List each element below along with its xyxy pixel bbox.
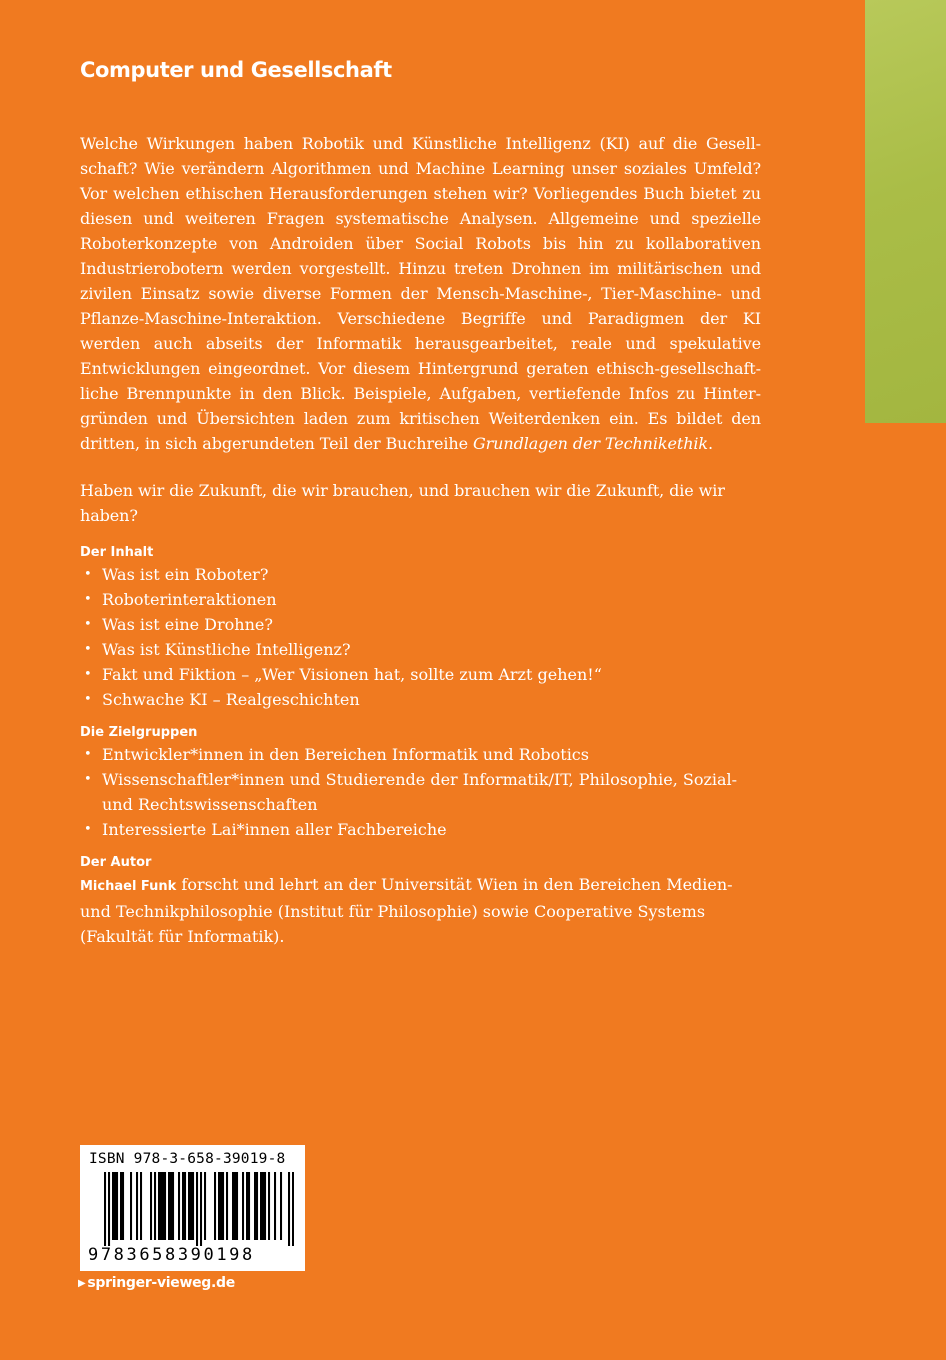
barcode-bar — [254, 1172, 256, 1240]
barcode-bar — [136, 1172, 138, 1240]
barcode-bar — [222, 1172, 224, 1240]
audience-list — [80, 742, 761, 842]
barcode-bar — [160, 1172, 162, 1240]
barcode-bar — [280, 1172, 282, 1240]
barcode-bar — [150, 1172, 152, 1240]
list-item: • Schwache KI – Realgeschichten — [80, 687, 761, 712]
barcode-bar — [204, 1172, 206, 1240]
barcode-bar — [232, 1172, 234, 1240]
barcode-bar — [236, 1172, 238, 1240]
barcode-bar — [220, 1172, 222, 1240]
barcode-bar — [292, 1172, 294, 1246]
barcode-bar — [108, 1172, 110, 1246]
barcode-bar — [218, 1172, 220, 1240]
list-item: • Roboterinteraktionen — [80, 587, 761, 612]
author-bio-text: forscht und lehrt an der Universität Wien in den Bereichen Medien- und Technikphilosophie (Institut für Philosophie) sowie Cooperative Systems (Fakultät für Informatik). — [80, 875, 733, 946]
barcode-bar — [130, 1172, 132, 1240]
barcode-bar — [114, 1172, 116, 1240]
barcode-bar — [248, 1172, 250, 1240]
barcode-bar — [154, 1172, 156, 1240]
barcode-bar — [264, 1172, 266, 1240]
barcode-bar — [274, 1172, 276, 1240]
barcode-bar — [234, 1172, 236, 1240]
barcode-bar — [162, 1172, 164, 1240]
description-text: Welche Wirkungen haben Robotik und Künstliche Intelligenz (KI) auf die Gesellschaft? Wie verändern Algorithmen und Machine Learning unser soziales Umfeld? Vor welchen ethischen Herausforderungen stehen wir? Vorliegendes Buch bietet zu diesen und weiteren Fragen systematische Analysen. Allgemeine und spezielle Roboterkonzepte von Androiden über Social Robots bis hin zu kollaborativen Industrierobotern werden vorgestellt. Hinzu treten Drohnen im militärischen und zivilen Einsatz sowie diverse Formen der Mensch-Maschine-, Tier-Maschine- und Pflanze-Maschine-Interaktion. Verschiedene Begriffe und Paradigmen der KI werden auch abseits der Informatik herausgearbeitet, reale und spekulative Entwicklungen eingeordnet. Vor diesem Hintergrund geraten ethisch-gesellschaftliche Brennpunkte in den Blick. Beispiele, Aufgaben, vertiefende Infos zu Hintergründen und Übersichten laden zum kritischen Weiterdenken ein. Es bildet den dritten, in sich abgerundeten Teil der Buchreihe — [80, 134, 761, 453]
barcode-digits: 9783658390198 — [88, 1245, 255, 1265]
key-question: Haben wir die Zukunft, die wir brauchen, und brauchen wir die Zukunft, die wir haben? — [80, 481, 725, 525]
barcode-bar — [122, 1172, 124, 1240]
barcode-bar — [170, 1172, 172, 1240]
list-item: • Was ist Künstliche Intelligenz? — [80, 637, 761, 662]
list-item: • Interessierte Lai*innen aller Fachbereiche — [80, 817, 761, 842]
barcode-bar — [120, 1172, 122, 1240]
barcode-bar — [140, 1172, 142, 1240]
barcode-bar — [112, 1172, 114, 1240]
barcode-bar — [242, 1172, 244, 1240]
description-end: . — [708, 434, 714, 453]
list-item: • Wissenschaftler*innen und Studierende der Informatik/IT, Philosophie, Sozial- und Rechtswissenschaften — [80, 767, 761, 817]
barcode-bar — [268, 1172, 270, 1240]
barcode-bar — [190, 1172, 192, 1240]
barcode-bar — [192, 1172, 194, 1240]
barcode-bar — [226, 1172, 228, 1240]
barcode-bar — [172, 1172, 174, 1240]
barcode-bar — [116, 1172, 118, 1240]
barcode-bars — [104, 1172, 294, 1246]
barcode-bar — [104, 1172, 106, 1246]
barcode-bar — [260, 1172, 262, 1240]
isbn-label: ISBN 978-3-658-39019-8 — [89, 1151, 286, 1167]
description-paragraph — [80, 131, 761, 456]
barcode-bar — [196, 1172, 198, 1246]
author-name: Michael Funk — [80, 879, 177, 894]
barcode-bar — [288, 1172, 290, 1246]
series-title: Computer und Gesellschaft — [80, 58, 392, 82]
list-item: • Entwickler*innen in den Bereichen Informatik und Robotics — [80, 742, 761, 767]
author-bio — [80, 872, 761, 949]
barcode-bar — [158, 1172, 160, 1240]
barcode-bar — [164, 1172, 166, 1240]
contents-list — [80, 562, 761, 712]
barcode-bar — [188, 1172, 190, 1240]
barcode-bar — [214, 1172, 216, 1240]
list-item: • Was ist ein Roboter? — [80, 562, 761, 587]
audience-heading: Die Zielgruppen — [80, 725, 198, 740]
back-cover-content — [80, 131, 761, 949]
cover-side-panel — [865, 0, 946, 423]
barcode-bar — [256, 1172, 258, 1240]
author-heading: Der Autor — [80, 855, 152, 870]
barcode-bar — [184, 1172, 186, 1240]
barcode-bar — [168, 1172, 170, 1240]
arrow-right-icon: ▶ — [78, 1278, 86, 1289]
list-item: • Fakt und Fiktion – „Wer Visionen hat, sollte zum Arzt gehen!“ — [80, 662, 761, 687]
publisher-website[interactable] — [78, 1275, 235, 1291]
isbn-barcode — [80, 1145, 305, 1271]
list-item: • Was ist eine Drohne? — [80, 612, 761, 637]
barcode-bar — [178, 1172, 180, 1240]
website-label: springer-vieweg.de — [87, 1275, 235, 1291]
barcode-bar — [182, 1172, 184, 1240]
barcode-bar — [200, 1172, 202, 1246]
barcode-bar — [246, 1172, 248, 1240]
contents-heading: Der Inhalt — [80, 545, 154, 560]
barcode-bar — [262, 1172, 264, 1240]
series-name: Grundlagen der Technikethik — [472, 434, 709, 453]
